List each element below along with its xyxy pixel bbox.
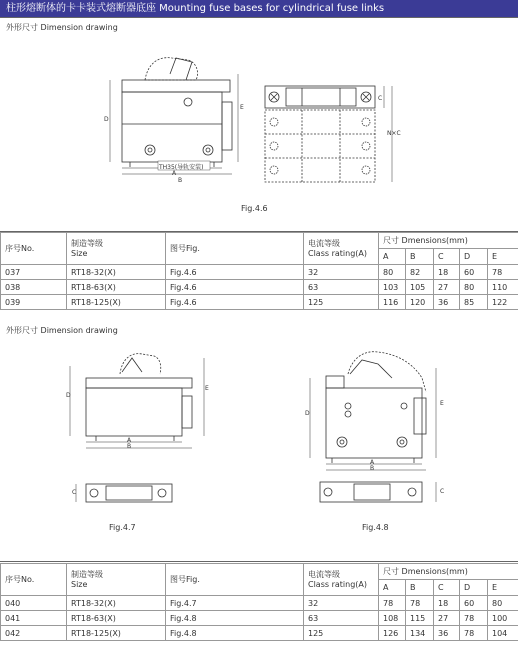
cell-fig: Fig.4.8 — [166, 611, 304, 626]
fig-4-8-drawing — [302, 348, 452, 513]
col-header-D: D — [460, 249, 488, 265]
cell-D: 60 — [460, 265, 488, 280]
fig-4-7-dim-D: D — [66, 392, 71, 399]
col-header-size-cn: 制造等级 — [71, 238, 103, 248]
col-header-size-cn: 制造等级 — [71, 569, 103, 579]
table-row — [1, 280, 518, 295]
cell-C: 36 — [434, 295, 460, 310]
cell-fig: Fig.4.6 — [166, 265, 304, 280]
fig-4-7-dim-A: A — [127, 437, 132, 444]
cell-B: 78 — [406, 596, 434, 611]
cell-A: 116 — [379, 295, 406, 310]
col-header-A: A — [379, 249, 406, 265]
cell-E: 122 — [488, 295, 518, 310]
col-header-E: E — [488, 580, 518, 596]
cell-rating: 63 — [304, 611, 379, 626]
cell-no: 041 — [1, 611, 67, 626]
cell-size: RT18-63(X) — [67, 611, 166, 626]
cell-rating: 63 — [304, 280, 379, 295]
col-header-dimensions: 尺寸 Dmensions(mm) — [379, 564, 518, 580]
col-header-fig: 图号Fig. — [166, 233, 304, 265]
cell-no: 042 — [1, 626, 67, 641]
col-header-D: D — [460, 580, 488, 596]
fig-4-8-caption: Fig.4.8 — [362, 523, 389, 532]
col-header-no: 序号No. — [1, 233, 67, 265]
table-row — [1, 596, 518, 611]
col-header-dimensions: 尺寸 Dmensions(mm) — [379, 233, 518, 249]
col-header-rating — [304, 564, 379, 596]
fig-4-6-dim-D: D — [104, 116, 109, 123]
cell-C: 36 — [434, 626, 460, 641]
cell-D: 78 — [460, 626, 488, 641]
cell-size: RT18-32(X) — [67, 265, 166, 280]
col-header-E: E — [488, 249, 518, 265]
cell-E: 80 — [488, 596, 518, 611]
section1-label: 外形尺寸 Dimension drawing — [6, 23, 118, 32]
cell-no: 039 — [1, 295, 67, 310]
col-header-rating-en: Class rating(A) — [308, 248, 368, 258]
cell-A: 80 — [379, 265, 406, 280]
cell-B: 115 — [406, 611, 434, 626]
cell-fig: Fig.4.7 — [166, 596, 304, 611]
cell-size: RT18-125(X) — [67, 626, 166, 641]
col-header-size-en: Size — [71, 579, 88, 589]
col-header-size-en: Size — [71, 248, 88, 258]
col-header-no: 序号No. — [1, 564, 67, 596]
col-header-fig: 图号Fig. — [166, 564, 304, 596]
cell-D: 78 — [460, 611, 488, 626]
cell-C: 27 — [434, 611, 460, 626]
col-header-size — [67, 564, 166, 596]
cell-rating: 32 — [304, 596, 379, 611]
cell-D: 80 — [460, 280, 488, 295]
cell-rating: 125 — [304, 295, 379, 310]
fig-4-8-dim-A: A — [370, 459, 375, 466]
col-header-rating-cn: 电流等级 — [308, 238, 340, 248]
cell-C: 18 — [434, 596, 460, 611]
fig-4-6-rail-label: TH35(导轨安装) — [159, 164, 204, 171]
cell-size: RT18-125(X) — [67, 295, 166, 310]
table-row — [1, 611, 518, 626]
cell-rating: 32 — [304, 265, 379, 280]
spec-table-1 — [0, 232, 518, 310]
col-header-B: B — [406, 249, 434, 265]
cell-B: 134 — [406, 626, 434, 641]
cell-no: 038 — [1, 280, 67, 295]
cell-D: 60 — [460, 596, 488, 611]
cell-size: RT18-32(X) — [67, 596, 166, 611]
fig-4-7-dim-C: C — [72, 489, 77, 496]
col-header-B: B — [406, 580, 434, 596]
table-row — [1, 295, 518, 310]
cell-size: RT18-63(X) — [67, 280, 166, 295]
cell-E: 104 — [488, 626, 518, 641]
col-header-C: C — [434, 249, 460, 265]
section2-label: 外形尺寸 Dimension drawing — [6, 326, 118, 335]
col-header-size — [67, 233, 166, 265]
fig-4-8-dim-B: B — [370, 465, 375, 472]
cell-C: 18 — [434, 265, 460, 280]
col-header-rating — [304, 233, 379, 265]
page-title-bar — [0, 0, 518, 17]
table-row — [1, 265, 518, 280]
cell-B: 82 — [406, 265, 434, 280]
fig-4-7-dim-E: E — [205, 385, 209, 392]
fig-4-6-caption: Fig.4.6 — [241, 204, 268, 213]
fig-4-8-dim-D: D — [305, 410, 310, 417]
cell-D: 85 — [460, 295, 488, 310]
fig-4-6-dim-C: C — [378, 95, 383, 102]
fig-4-6-dim-NxC: N×C — [387, 130, 401, 137]
cell-E: 78 — [488, 265, 518, 280]
cell-A: 108 — [379, 611, 406, 626]
cell-B: 105 — [406, 280, 434, 295]
table-row — [1, 626, 518, 641]
col-header-rating-cn: 电流等级 — [308, 569, 340, 579]
cell-fig: Fig.4.6 — [166, 280, 304, 295]
fig-4-6-dim-B: B — [178, 177, 183, 184]
fig-4-7-caption: Fig.4.7 — [109, 523, 136, 532]
cell-E: 100 — [488, 611, 518, 626]
fig-4-7-dim-B: B — [127, 443, 132, 450]
cell-A: 78 — [379, 596, 406, 611]
cell-B: 120 — [406, 295, 434, 310]
fig-4-7-drawing — [62, 348, 222, 513]
col-header-rating-en: Class rating(A) — [308, 579, 368, 589]
cell-E: 110 — [488, 280, 518, 295]
cell-fig: Fig.4.6 — [166, 295, 304, 310]
fig-4-6-dim-A: A — [172, 170, 177, 177]
cell-A: 126 — [379, 626, 406, 641]
fig-4-6-dim-E: E — [240, 104, 244, 111]
fig-4-6-front-view — [100, 52, 260, 177]
page-title: 柱形熔断体的卡卡装式熔断器底座 Mounting fuse bases for cylindrical fuse links — [6, 3, 385, 14]
fig-4-8-dim-E: E — [440, 400, 444, 407]
cell-A: 103 — [379, 280, 406, 295]
cell-no: 040 — [1, 596, 67, 611]
cell-fig: Fig.4.8 — [166, 626, 304, 641]
cell-no: 037 — [1, 265, 67, 280]
spec-table-2 — [0, 563, 518, 641]
col-header-A: A — [379, 580, 406, 596]
cell-rating: 125 — [304, 626, 379, 641]
cell-C: 27 — [434, 280, 460, 295]
col-header-C: C — [434, 580, 460, 596]
fig-4-8-dim-C: C — [440, 488, 445, 495]
